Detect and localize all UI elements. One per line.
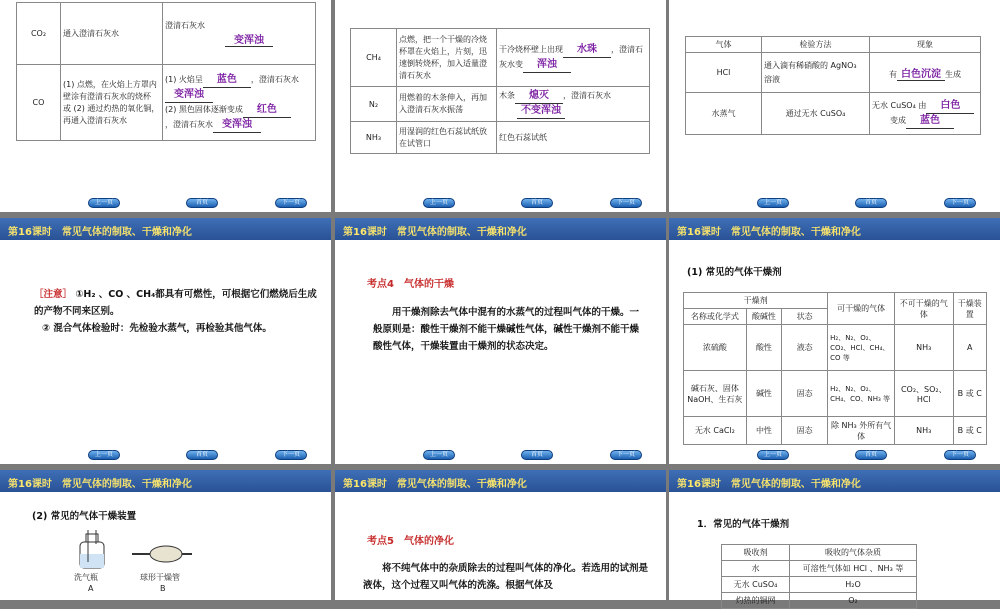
table-row: [684, 417, 987, 445]
method-cell: 点燃，把一个干燥的冷烧杯罩在火焰上，片刻，迅速倒转烧杯，加入适量澄清石灰水: [397, 29, 497, 87]
column-header: 吸收的气体杂质: [790, 545, 917, 561]
slide-7: [0, 470, 331, 600]
answer-text: 变浑浊: [225, 31, 273, 47]
table-cell: B 或 C: [953, 417, 986, 445]
slide-8: [335, 470, 666, 600]
table-row: [686, 53, 981, 93]
table-row: [722, 561, 917, 577]
method-cell: 通入滴有稀硝酸的 AgNO₃ 溶液: [762, 53, 870, 93]
observation-cell: 干冷烧杯壁上出现 水珠 ，澄清石灰水变 浑浊: [497, 29, 650, 87]
column-header: 干燥装置: [953, 293, 986, 325]
slide-title: 第16课时 常见气体的制取、干燥和净化: [8, 479, 192, 490]
table-cell: 碱性: [746, 371, 782, 417]
table-row: [351, 87, 650, 122]
method-cell: 通入澄清石灰水: [61, 3, 163, 65]
column-header: 气体: [686, 37, 762, 53]
answer-text: 不变浑浊: [517, 104, 565, 119]
table-row: [722, 593, 917, 609]
next-button[interactable]: 下一页: [275, 198, 307, 208]
slide-6: [669, 218, 1000, 464]
table-header-row: [684, 293, 987, 309]
gas-cell: N₂: [351, 87, 397, 122]
table-cell: CO₂、SO₂、HCl: [895, 371, 954, 417]
table-row: [684, 325, 987, 371]
device-label: 球形干燥管: [140, 573, 180, 582]
next-button[interactable]: 下一页: [610, 198, 642, 208]
answer-text: 红色: [243, 103, 291, 118]
table-row: [351, 122, 650, 154]
section-body: 将不纯气体中的杂质除去的过程叫气体的净化。若选用的试剂是液体，这个过程又叫气体的洗涤。根据气体及: [363, 563, 649, 591]
slide-header-bar: [335, 470, 666, 492]
observation-cell: 红色石蕊试纸: [497, 122, 650, 154]
answer-text: 白色沉淀: [897, 65, 945, 81]
column-header: 检验方法: [762, 37, 870, 53]
slide-1: [0, 0, 331, 212]
answer-text: 变浑浊: [165, 88, 213, 103]
slide-title: 第16课时 常见气体的制取、干燥和净化: [8, 227, 192, 238]
section-subtitle: (2) 常见的气体干燥装置: [32, 511, 137, 522]
table-header-row: [722, 545, 917, 561]
table-row: [17, 3, 316, 65]
note-line-2: ② 混合气体检验时：先检验水蒸气，再检验其他气体。: [42, 323, 272, 334]
table-header-row: [686, 37, 981, 53]
gas-cell: HCl: [686, 53, 762, 93]
gas-test-table-3: [685, 36, 981, 135]
slide-header-bar: [0, 470, 331, 492]
gas-cell: CO₂: [17, 3, 61, 65]
answer-text: 白色: [926, 99, 974, 114]
device-letter: B: [160, 584, 166, 593]
gas-test-table-1: [16, 2, 316, 141]
prev-button[interactable]: 上一页: [88, 450, 120, 460]
device-letter: A: [88, 584, 94, 593]
table-cell: 中性: [746, 417, 782, 445]
table-cell: 浓硫酸: [684, 325, 747, 371]
method-cell: (1) 点燃，在火焰上方罩内壁涂有澄清石灰水的烧杯 或 (2) 通过灼热的氧化铜，再通入澄清石灰水: [61, 65, 163, 141]
table-cell: 无水 CuSO₄: [722, 577, 790, 593]
prev-button[interactable]: 上一页: [757, 198, 789, 208]
note-block: [34, 286, 324, 337]
column-header: 现象: [870, 37, 981, 53]
home-button[interactable]: 首页: [186, 198, 218, 208]
column-header: 状态: [782, 309, 828, 325]
drying-tube-icon: [132, 544, 192, 564]
table-cell: 水: [722, 561, 790, 577]
section-title: 考点4 气体的干燥: [367, 279, 454, 290]
next-button[interactable]: 下一页: [944, 450, 976, 460]
slide-header-bar: [0, 218, 331, 240]
absorbent-table: [721, 544, 917, 609]
gas-cell: 水蒸气: [686, 93, 762, 135]
slide-title: 第16课时 常见气体的制取、干燥和净化: [677, 227, 861, 238]
table-cell: B 或 C: [953, 371, 986, 417]
slide-header-bar: [669, 470, 1000, 492]
method-cell: 用燃着的木条伸入，再加入澄清石灰水振荡: [397, 87, 497, 122]
observation-cell: 无水 CuSO₄ 由 白色 变成 蓝色: [870, 93, 981, 135]
slide-3: [669, 0, 1000, 212]
table-row: [684, 371, 987, 417]
table-cell: 酸性: [746, 325, 782, 371]
slide-header-bar: [335, 218, 666, 240]
table-row: [686, 93, 981, 135]
section-subtitle: 1．常见的气体干燥剂: [697, 519, 790, 530]
slide-title: 第16课时 常见气体的制取、干燥和净化: [343, 227, 527, 238]
column-header: 不可干燥的气体: [895, 293, 954, 325]
observation-cell: 澄清石灰水 变浑浊: [163, 3, 316, 65]
table-row: [17, 65, 316, 141]
next-button[interactable]: 下一页: [610, 450, 642, 460]
method-cell: 通过无水 CuSO₄: [762, 93, 870, 135]
table-cell: A: [953, 325, 986, 371]
table-row: [351, 29, 650, 87]
home-button[interactable]: 首页: [855, 450, 887, 460]
table-cell: NH₃: [895, 325, 954, 371]
note-label: ［注意］: [34, 289, 73, 300]
observation-cell: 有 白色沉淀 生成: [870, 53, 981, 93]
next-button[interactable]: 下一页: [944, 198, 976, 208]
answer-text: 蓝色: [203, 73, 251, 88]
home-button[interactable]: 首页: [855, 198, 887, 208]
home-button[interactable]: 首页: [521, 450, 553, 460]
section-title: 考点5 气体的净化: [367, 536, 454, 547]
column-header: 名称或化学式: [684, 309, 747, 325]
gas-cell: NH₃: [351, 122, 397, 154]
gas-test-table-2: [350, 28, 650, 154]
slide-4: [0, 218, 331, 464]
slide-title: 第16课时 常见气体的制取、干燥和净化: [343, 479, 527, 490]
answer-text: 熄灭: [515, 89, 563, 104]
table-cell: 固态: [782, 371, 828, 417]
answer-text: 水珠: [563, 43, 611, 58]
home-button[interactable]: 首页: [521, 198, 553, 208]
answer-text: 浑浊: [523, 58, 571, 73]
table-row: [722, 577, 917, 593]
observation-cell: (1) 火焰呈 蓝色 ，澄清石灰水 变浑浊 (2) 黑色固体逐渐变成 红色 ，澄清石灰水 变浑浊: [163, 65, 316, 141]
table-cell: H₂、N₂、O₂、CO₂、HCl、CH₄、CO 等: [828, 325, 895, 371]
observation-cell: 木条 熄灭 ，澄清石灰水 不变浑浊: [497, 87, 650, 122]
answer-text: 蓝色: [906, 114, 954, 129]
desiccant-table: [683, 292, 987, 445]
device-label: 洗气瓶: [74, 573, 98, 582]
prev-button[interactable]: 上一页: [423, 198, 455, 208]
home-button[interactable]: 首页: [186, 450, 218, 460]
slide-5: [335, 218, 666, 464]
section-subtitle: (1) 常见的气体干燥剂: [687, 267, 782, 278]
method-cell: 用湿润的红色石蕊试纸放在试管口: [397, 122, 497, 154]
answer-text: 变浑浊: [213, 118, 261, 133]
slide-9: [669, 470, 1000, 605]
table-cell: 碱石灰、固体NaOH、生石灰: [684, 371, 747, 417]
column-header: 干燥剂: [684, 293, 828, 309]
table-cell: NH₃: [895, 417, 954, 445]
section-body: 用干燥剂除去气体中混有的水蒸气的过程叫气体的干燥。一般原则是：酸性干燥剂不能干燥碱性气体，碱性干燥剂不能干燥酸性气体，干燥装置由干燥剂的状态决定。: [373, 307, 640, 352]
table-cell: 固态: [782, 417, 828, 445]
table-cell: 除 NH₃ 外所有气体: [828, 417, 895, 445]
column-header: 吸收剂: [722, 545, 790, 561]
gas-cell: CH₄: [351, 29, 397, 87]
table-cell: 可溶性气体如 HCl 、NH₃ 等: [790, 561, 917, 577]
column-header: 酸碱性: [746, 309, 782, 325]
column-header: 可干燥的气体: [828, 293, 895, 325]
slide-header-bar: [669, 218, 1000, 240]
note-line-1: ①H₂ 、CO 、CH₄都具有可燃性，可根据它们燃烧后生成的产物不同来区别。: [34, 289, 317, 317]
gas-washing-bottle-icon: [72, 530, 112, 570]
table-cell: 液态: [782, 325, 828, 371]
table-cell: 灼热的铜网: [722, 593, 790, 609]
prev-button[interactable]: 上一页: [88, 198, 120, 208]
table-cell: O₂: [790, 593, 917, 609]
prev-button[interactable]: 上一页: [423, 450, 455, 460]
next-button[interactable]: 下一页: [275, 450, 307, 460]
table-cell: H₂O: [790, 577, 917, 593]
slide-2: [335, 0, 666, 212]
slide-title: 第16课时 常见气体的制取、干燥和净化: [677, 479, 861, 490]
table-cell: 无水 CaCl₂: [684, 417, 747, 445]
table-cell: H₂、N₂、O₂、CH₄、CO、NH₃ 等: [828, 371, 895, 417]
gas-cell: CO: [17, 65, 61, 141]
prev-button[interactable]: 上一页: [757, 450, 789, 460]
